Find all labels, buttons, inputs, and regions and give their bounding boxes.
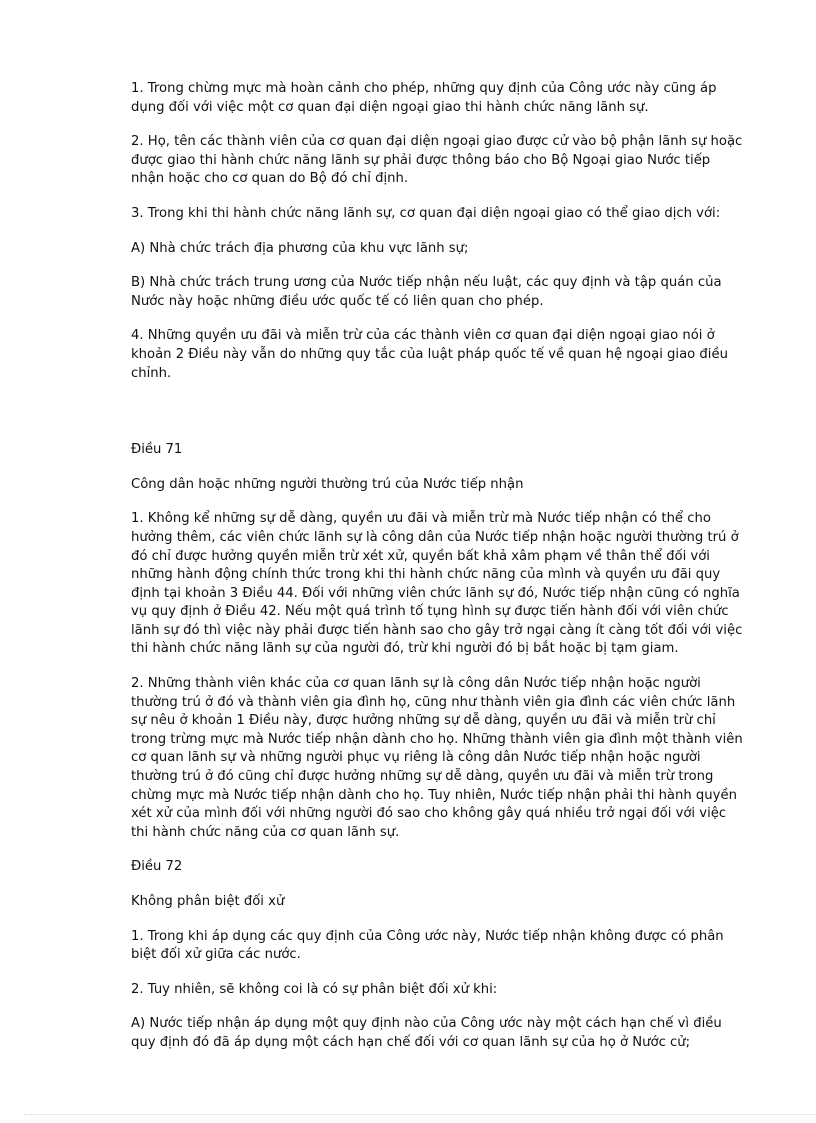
paragraph: A) Nước tiếp nhận áp dụng một quy định nào của Công ước này một cách hạn chế vì điều quy định đó đã áp dụng một cách hạn chế đối với cơ quan lãnh sự của họ ở Nước cử; <box>131 1016 722 1050</box>
paragraph: 3. Trong khi thi hành chức năng lãnh sự, cơ quan đại diện ngoại giao có thể giao dịch với: <box>131 205 721 221</box>
page-bottom-divider <box>24 1114 816 1115</box>
article-71-title: Công dân hoặc những người thường trú của Nước tiếp nhận <box>131 476 524 492</box>
article-71-number: Điều 71 <box>131 442 183 458</box>
paragraph: 1. Trong khi áp dụng các quy định của Công ước này, Nước tiếp nhận không được có phân biệt đối xử giữa các nước. <box>131 928 724 963</box>
paragraph: 2. Những thành viên khác của cơ quan lãnh sự là công dân Nước tiếp nhận hoặc người thường trú ở đó và thành viên gia đình họ, cũng như thành viên gia đình các viên chức lãnh sự nêu ở khoản 1 Điều này, được hưởng những sự dễ dàng, quyền ưu đãi và miễn trừ chỉ trong trừng mực mà Nước tiếp nhận dành cho họ. Những thành viên gia đình một thành viên cơ quan lãnh sự và những người phục vụ riêng là công dân Nước tiếp nhận hoặc người thường trú ở đó cũng chỉ được hưởng những sự dễ dàng, quyền ưu đãi và miễn trừ trong chừng mực mà Nước tiếp nhận dành cho họ. Tuy nhiên, Nước tiếp nhận phải thi hành quyền xét xử của mình đối với những người đó sao cho không gây quá nhiều trở ngại đối với việc thi hành chức năng của cơ quan lãnh sự. <box>131 676 743 840</box>
paragraph: 2. Tuy nhiên, sẽ không coi là có sự phân biệt đối xử khi: <box>131 981 498 997</box>
paragraph: A) Nhà chức trách địa phương của khu vực lãnh sự; <box>131 240 469 256</box>
spacer <box>131 399 743 441</box>
paragraph: B) Nhà chức trách trung ương của Nước tiếp nhận nếu luật, các quy định và tập quán của Nước này hoặc những điều ước quốc tế có liên quan cho phép. <box>131 275 722 309</box>
paragraph: 1. Không kể những sự dễ dàng, quyền ưu đãi và miễn trừ mà Nước tiếp nhận có thể cho hưởng thêm, các viên chức lãnh sự là công dân của Nước tiếp nhận hoặc người thường trú ở đó chỉ được hưởng quyền miễn trừ xét xử, quyền bất khả xâm phạm về thân thể đối với những hành động chính thức trong khi thi hành chức năng của mình và quyền ưu đãi quy định tại khoản 3 Điều 44. Đối với những viên chức lãnh sự đó, Nước tiếp nhận cũng có nghĩa vụ quy định ở Điều 42. Nếu một quá trình tố tụng hình sự được tiến hành đối với viên chức lãnh sự đó thì việc này phải được tiến hành sao cho gây trở ngại càng ít càng tốt đối với việc thi hành chức năng lãnh sự của người đó, trừ khi người đó bị bắt hoặc bị tạm giam. <box>131 511 743 657</box>
paragraph: 1. Trong chừng mực mà hoàn cảnh cho phép, những quy định của Công ước này cũng áp dụng đối với việc một cơ quan đại diện ngoại giao thi hành chức năng lãnh sự. <box>131 81 717 115</box>
paragraph: 4. Những quyền ưu đãi và miễn trừ của các thành viên cơ quan đại diện ngoại giao nói ở khoản 2 Điều này vẫn do những quy tắc của luật pháp quốc tế về quan hệ ngoại giao điều chỉnh. <box>131 328 728 381</box>
article-72-title: Không phân biệt đối xử <box>131 894 285 909</box>
document-page <box>131 80 743 1069</box>
paragraph: 2. Họ, tên các thành viên của cơ quan đại diện ngoại giao được cử vào bộ phận lãnh sự hoặc được giao thi hành chức năng lãnh sự phải được thông báo cho Bộ Ngoại giao Nước tiếp nhận hoặc cho cơ quan do Bộ đó chỉ định. <box>131 134 743 187</box>
article-72-number: Điều 72 <box>131 859 183 875</box>
